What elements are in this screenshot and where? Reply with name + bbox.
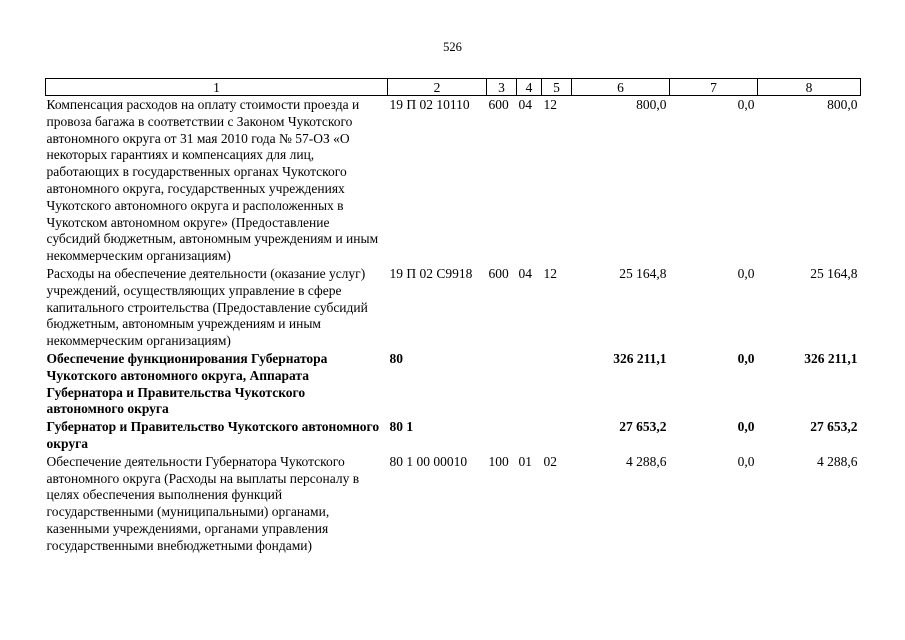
column-header: 4 [517,79,542,96]
row-amount-8: 27 653,2 [810,419,858,435]
row-amount-8: 326 211,1 [804,350,858,366]
row-amount-8: 25 164,8 [810,265,858,281]
table-row [46,453,861,555]
row-amount-6: 27 653,2 [619,419,667,435]
table-row [46,96,861,265]
table-header-row [46,79,861,96]
row-amount-7: 0,0 [737,453,755,469]
row-name: Компенсация расходов на оплату стоимости проезда и провоза багажа в соответствии с Законом Чукотского автономного округа от 31 мая 2010 года № 57-ОЗ «О некоторых гарантиях и компенсациях для лиц, работающих в государственных органах Чукотского автономного округа, государственных учреждениях Чукотского автономного округа и расположенных в Чукотском автономном округе» (Предоставление субсидий бюджетным, автономным учреждениям и иным некоммерческим организациям) [46,97,379,264]
row-code: 80 [389,350,403,366]
row-amount-7: 0,0 [737,419,755,435]
row-c3 [487,418,517,453]
row-c4: 01 [518,453,532,469]
row-c4 [517,418,542,453]
row-amount-6: 25 164,8 [619,265,667,281]
table-row [46,265,861,350]
column-header: 5 [542,79,572,96]
row-c5 [542,350,572,418]
row-c3 [487,350,517,418]
row-amount-8: 800,0 [827,97,858,112]
row-amount-8: 4 288,6 [817,453,858,469]
row-c3: 600 [488,97,509,112]
row-code: 80 1 [389,419,414,435]
row-c4: 04 [518,265,532,281]
row-amount-6: 800,0 [636,97,667,112]
page-number: 526 [443,40,462,54]
row-c5: 12 [543,97,557,112]
column-header: 1 [46,79,388,96]
row-c5: 12 [543,265,557,281]
column-header: 6 [572,79,670,96]
row-amount-7: 0,0 [737,97,755,112]
budget-table [45,78,861,555]
column-header: 7 [670,79,758,96]
column-header: 8 [758,79,861,96]
column-header: 3 [487,79,517,96]
row-name: Обеспечение функционирования Губернатора Чукотского автономного округа, Аппарата Губернатора и Правительства Чукотского автономного округа [46,350,328,417]
column-header: 2 [388,79,487,96]
row-amount-6: 326 211,1 [613,350,667,366]
row-c3: 100 [488,453,509,469]
row-c4: 04 [518,97,532,112]
table-row [46,350,861,418]
row-c5 [542,418,572,453]
row-code: 80 1 00 00010 [389,453,468,469]
row-code: 19 П 02 10110 [389,97,470,112]
row-c3: 600 [488,265,509,281]
row-name: Обеспечение деятельности Губернатора Чукотского автономного округа (Расходы на выплаты персоналу в целях обеспечения выполнения функций государственными (муниципальными) органами, казенными учреждениями, органами управления государственными внебюджетными фондами) [46,453,360,553]
table-row [46,418,861,453]
row-c4 [517,350,542,418]
row-c5: 02 [543,453,557,469]
row-code: 19 П 02 С9918 [389,265,473,281]
row-amount-7: 0,0 [737,265,755,281]
row-name: Губернатор и Правительство Чукотского автономного округа [46,419,380,451]
row-name: Расходы на обеспечение деятельности (оказание услуг) учреждений, осуществляющих управление в сфере капитального строительства (Предоставление субсидий бюджетным, автономным учреждениям и иным некоммерческим организациям) [46,265,368,349]
row-amount-6: 4 288,6 [626,453,667,469]
row-amount-7: 0,0 [737,350,755,366]
